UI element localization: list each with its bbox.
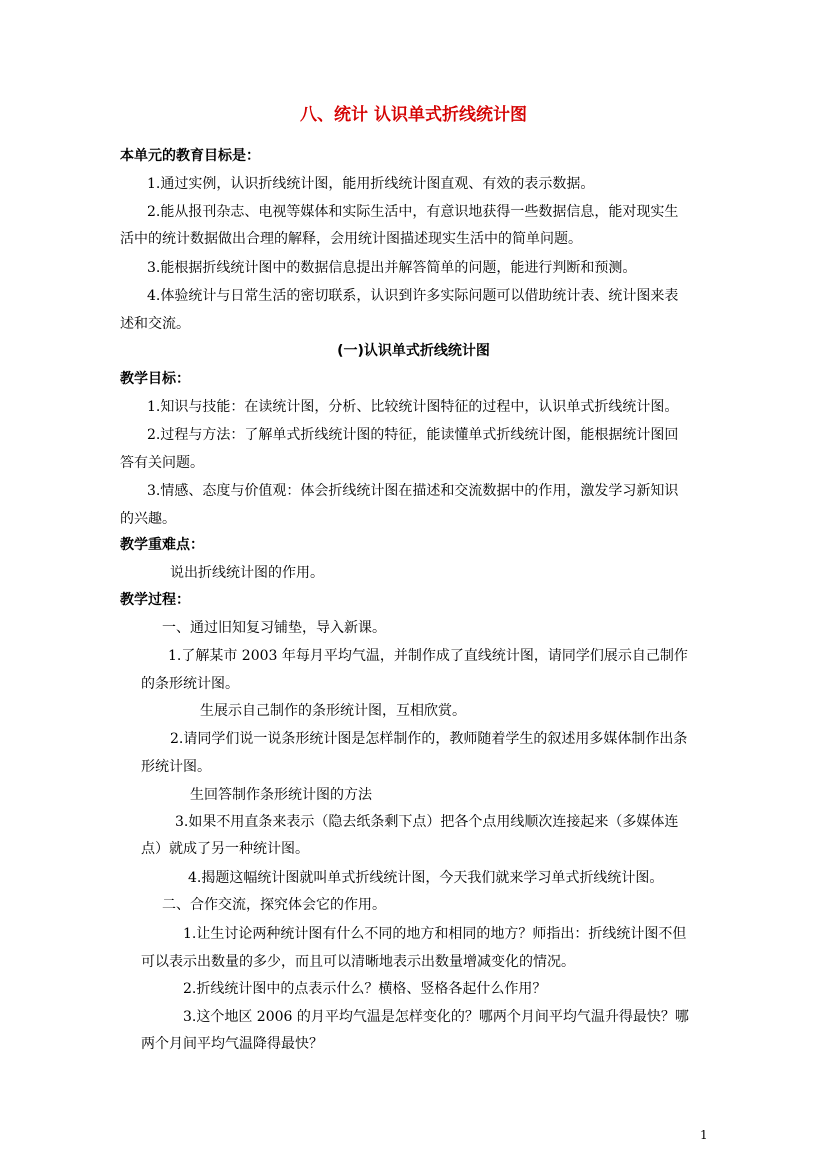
process-line: 的条形统计图。 xyxy=(141,676,239,692)
process-line: 形统计图。 xyxy=(141,759,211,775)
goal-line: 1.通过实例，认识折线统计图，能用折线统计图直观、有效的表示数据。 xyxy=(147,176,595,192)
keypoint-text: 说出折线统计图的作用。 xyxy=(170,565,324,581)
objective-line: 3.情感、态度与价值观：体会折线统计图在描述和交流数据中的作用，激发学习新知识 xyxy=(147,483,679,499)
document-title: 八、统计 认识单式折线统计图 xyxy=(300,105,527,125)
process-line: 1.让生讨论两种统计图有什么不同的地方和相同的地方？师指出：折线统计图不但 xyxy=(183,926,687,942)
objective-line: 1.知识与技能：在读统计图，分析、比较统计图特征的过程中，认识单式折线统计图。 xyxy=(147,399,679,415)
goal-line: 3.能根据折线统计图中的数据信息提出并解答简单的问题，能进行判断和预测。 xyxy=(147,260,637,276)
objectives-heading: 教学目标： xyxy=(120,371,190,387)
keypoints-heading: 教学重难点： xyxy=(120,537,204,553)
process-heading: 教学过程： xyxy=(120,592,190,608)
goal-line: 活中的统计数据做出合理的解释，会用统计图描述现实生活中的简单问题。 xyxy=(120,231,582,247)
process-line: 3.这个地区 2006 的月平均气温是怎样变化的？哪两个月间平均气温升得最快？哪 xyxy=(183,1009,689,1025)
goal-line: 4.体验统计与日常生活的密切联系，认识到许多实际问题可以借助统计表、统计图来表 xyxy=(147,288,679,304)
section-title: (一)认识单式折线统计图 xyxy=(337,343,490,359)
objective-line: 2.过程与方法：了解单式折线统计图的特征，能读懂单式折线统计图，能根据统计图回 xyxy=(147,427,679,443)
process-line: 2.折线统计图中的点表示什么？横格、竖格各起什么作用？ xyxy=(183,981,547,997)
process-line: 1.了解某市 2003 年每月平均气温，并制作成了直线统计图，请同学们展示自己制作 xyxy=(168,648,688,664)
goal-line: 2.能从报刊杂志、电视等媒体和实际生活中，有意识地获得一些数据信息，能对现实生 xyxy=(147,204,679,220)
process-line: 4.揭题这幅统计图就叫单式折线统计图，今天我们就来学习单式折线统计图。 xyxy=(188,870,664,886)
goal-line: 述和交流。 xyxy=(120,316,190,332)
process-line: 两个月间平均气温降得最快？ xyxy=(141,1036,323,1052)
goals-heading: 本单元的教育目标是： xyxy=(120,148,260,164)
process-line: 2.请同学们说一说条形统计图是怎样制作的，教师随着学生的叙述用多媒体制作出条 xyxy=(170,731,688,747)
process-line: 生回答制作条形统计图的方法 xyxy=(190,787,372,803)
process-line: 可以表示出数量的多少，而且可以清晰地表示出数量增减变化的情况。 xyxy=(141,954,575,970)
process-line: 点）就成了另一种统计图。 xyxy=(141,841,309,857)
process-line: 3.如果不用直条来表示（隐去纸条剩下点）把各个点用线顺次连接起来（多媒体连 xyxy=(175,814,679,830)
objective-line: 的兴趣。 xyxy=(120,511,176,527)
objective-line: 答有关问题。 xyxy=(120,455,204,471)
process-line: 生展示自己制作的条形统计图，互相欣赏。 xyxy=(200,703,466,719)
process-line: 一、通过旧知复习铺垫，导入新课。 xyxy=(162,620,386,636)
page-number: 1 xyxy=(700,1128,708,1142)
process-line: 二、合作交流，探究体会它的作用。 xyxy=(162,897,386,913)
